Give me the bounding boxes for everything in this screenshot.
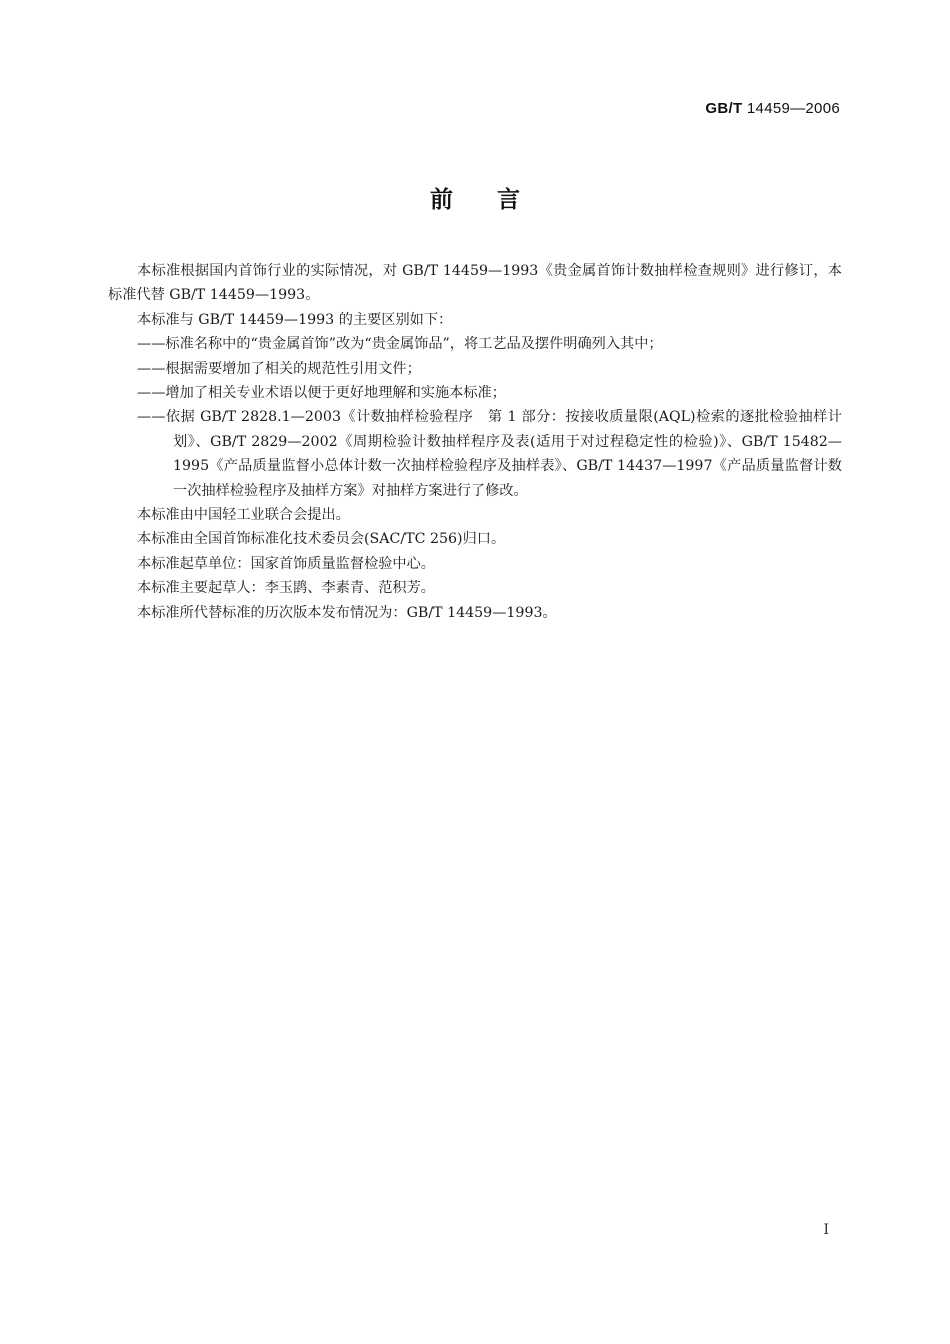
standard-code — [705, 100, 840, 117]
page-title: 前言 — [430, 187, 564, 213]
paragraph-intro: 本标准根据国内首饰行业的实际情况，对 GB/T 14459—1993《贵金属首饰计数抽样检查规则》进行修订，本标准代替 GB/T 14459—1993。 — [108, 263, 842, 304]
change-item: ——标准名称中的“贵金属首饰”改为“贵金属饰品”，将工艺品及摆件明确列入其中； — [137, 336, 663, 353]
change-item: ——根据需要增加了相关的规范性引用文件； — [137, 360, 421, 377]
change-item: ——增加了相关专业术语以便于更好地理解和实施本标准； — [137, 385, 506, 402]
paragraph-drafting-unit: 本标准起草单位：国家首饰质量监督检验中心。 — [137, 555, 435, 572]
paragraph-proposer: 本标准由中国轻工业联合会提出。 — [137, 507, 350, 524]
paragraph-differences-lead: 本标准与 GB/T 14459—1993 的主要区别如下： — [137, 311, 453, 328]
paragraph-drafters: 本标准主要起草人：李玉鹍、李素青、范积芳。 — [137, 580, 435, 597]
foreword-body — [108, 259, 842, 625]
standard-code-prefix: GB/T — [705, 100, 743, 117]
paragraph-previous-editions: 本标准所代替标准的历次版本发布情况为：GB/T 14459—1993。 — [137, 604, 557, 621]
page-number: I — [823, 1222, 829, 1238]
standard-code-number: 14459—2006 — [746, 100, 840, 117]
paragraph-committee: 本标准由全国首饰标准化技术委员会(SAC/TC 256)归口。 — [137, 531, 506, 548]
change-item: ——依据 GB/T 2828.1—2003《计数抽样检验程序 第 1 部分：按接收质量限(AQL)检索的逐批检验抽样计划》、GB/T 2829—2002《周期检验计数抽样程序及表(适用于对过程稳定性的检验)》、GB/T 15482—1995《产品质量监督小总体计数一次抽样检验程序及抽样表》、GB/T 14437—1997《产品质量监督计数一次抽样检验程序及抽样方案》对抽样方案进行了修改。 — [137, 409, 842, 499]
